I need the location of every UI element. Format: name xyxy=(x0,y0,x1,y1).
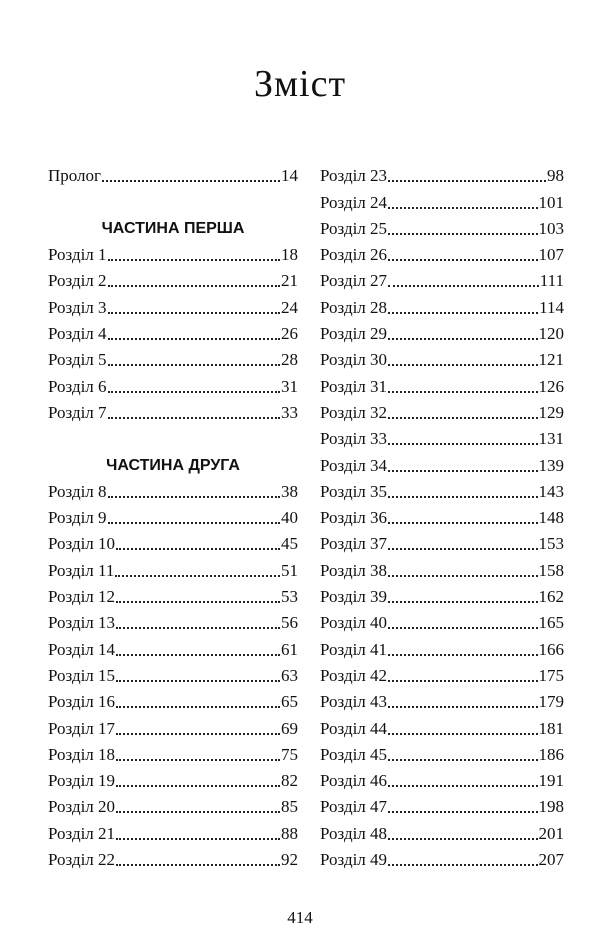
toc-entry-page: 198 xyxy=(538,797,564,817)
toc-entry-label: Розділ 37 xyxy=(320,534,388,554)
right-chapters xyxy=(320,160,564,870)
toc-entry-page: 28 xyxy=(281,350,298,370)
toc-entry xyxy=(320,213,564,239)
toc-entry xyxy=(320,239,564,265)
toc-entry-label: Розділ 28 xyxy=(320,297,388,317)
toc-entry xyxy=(320,186,564,212)
dot-leader xyxy=(388,363,537,366)
toc-entry-page: 65 xyxy=(281,692,298,712)
toc-entry xyxy=(320,712,564,738)
dot-leader xyxy=(388,600,537,603)
dot-leader xyxy=(108,495,280,498)
toc-entry-page: 148 xyxy=(538,508,564,528)
toc-entry-page: 85 xyxy=(281,797,298,817)
toc-entry-page: 129 xyxy=(538,402,564,422)
toc-entry-page: 61 xyxy=(281,639,298,659)
toc-entry-label: Розділ 7 xyxy=(48,402,107,422)
dot-leader xyxy=(388,837,537,840)
toc-entry xyxy=(320,528,564,554)
toc-entry xyxy=(48,344,298,370)
toc-entry-page: 111 xyxy=(539,271,564,291)
toc-entry-label: Розділ 23 xyxy=(320,166,388,186)
dot-leader xyxy=(108,416,280,419)
toc-entry-page: 103 xyxy=(538,218,564,238)
toc-entry-label: Розділ 16 xyxy=(48,692,116,712)
toc-entry xyxy=(48,791,298,817)
toc-entry xyxy=(320,291,564,317)
toc-entry-page: 165 xyxy=(538,613,564,633)
toc-entry-label: Розділ 19 xyxy=(48,771,116,791)
dot-leader xyxy=(388,416,537,419)
toc-entry xyxy=(320,765,564,791)
toc-entry-page: 51 xyxy=(281,560,298,580)
dot-leader xyxy=(116,784,280,787)
toc-entry-label: Розділ 2 xyxy=(48,271,107,291)
toc-entry xyxy=(48,318,298,344)
toc-entry-label: Розділ 8 xyxy=(48,481,107,501)
toc-entry-label: Розділ 21 xyxy=(48,823,116,843)
toc-entry-page: 181 xyxy=(538,718,564,738)
toc-entry-label: Розділ 32 xyxy=(320,402,388,422)
toc-entry-page: 101 xyxy=(538,192,564,212)
toc-entry xyxy=(48,607,298,633)
toc-entry-page: 126 xyxy=(538,376,564,396)
toc-entry-label: Пролог xyxy=(48,166,102,186)
toc-entry-page: 98 xyxy=(547,166,564,186)
toc-entry-label: Розділ 25 xyxy=(320,218,388,238)
dot-leader xyxy=(388,284,539,287)
toc-entry xyxy=(48,633,298,659)
toc-left-column xyxy=(48,160,298,870)
toc-entry-page: 75 xyxy=(281,744,298,764)
dot-leader xyxy=(116,547,280,550)
dot-leader xyxy=(108,363,280,366)
toc-entry xyxy=(320,791,564,817)
dot-leader xyxy=(388,521,537,524)
toc-entry-label: Розділ 40 xyxy=(320,613,388,633)
toc-entry-label: Розділ 46 xyxy=(320,771,388,791)
dot-leader xyxy=(388,653,537,656)
toc-entry-label: Розділ 3 xyxy=(48,297,107,317)
toc-entry-page: 121 xyxy=(538,350,564,370)
toc-entry-page: 33 xyxy=(281,402,298,422)
toc-entry-page: 31 xyxy=(281,376,298,396)
toc-entry-page: 191 xyxy=(538,771,564,791)
dot-leader xyxy=(116,679,280,682)
toc-entry xyxy=(320,502,564,528)
toc-entry xyxy=(320,739,564,765)
dot-leader xyxy=(388,442,537,445)
toc-entry xyxy=(320,686,564,712)
dot-leader xyxy=(388,311,538,314)
toc-entry-prologue xyxy=(48,160,298,186)
toc-entry-page: 162 xyxy=(538,587,564,607)
toc-entry xyxy=(320,397,564,423)
toc-entry-page: 158 xyxy=(538,560,564,580)
toc-entry xyxy=(48,712,298,738)
dot-leader xyxy=(116,863,280,866)
toc-entry-page: 63 xyxy=(281,665,298,685)
dot-leader xyxy=(388,679,537,682)
toc-entry-page: 139 xyxy=(538,455,564,475)
toc-entry xyxy=(320,660,564,686)
toc-entry-label: Розділ 20 xyxy=(48,797,116,817)
toc-entry xyxy=(320,817,564,843)
toc-entry xyxy=(320,476,564,502)
toc-entry-label: Розділ 17 xyxy=(48,718,116,738)
toc-entry-label: Розділ 47 xyxy=(320,797,388,817)
dot-leader xyxy=(115,574,280,577)
toc-entry-label: Розділ 14 xyxy=(48,639,116,659)
toc-entry-page: 114 xyxy=(539,297,564,317)
toc-entry xyxy=(320,370,564,396)
dot-leader xyxy=(108,390,280,393)
toc-entry xyxy=(320,554,564,580)
toc-entry-page: 82 xyxy=(281,771,298,791)
toc-entry-page: 107 xyxy=(538,245,564,265)
dot-leader xyxy=(388,258,537,261)
toc-entry-page: 153 xyxy=(538,534,564,554)
toc-entry xyxy=(320,633,564,659)
toc-entry-label: Розділ 33 xyxy=(320,429,388,449)
toc-entry xyxy=(48,370,298,396)
toc-entry-label: Розділ 44 xyxy=(320,718,388,738)
dot-leader xyxy=(388,626,537,629)
part-one-chapters xyxy=(48,239,298,423)
toc-entry-label: Розділ 42 xyxy=(320,665,388,685)
toc-entry xyxy=(48,397,298,423)
toc-entry-label: Розділ 27 xyxy=(320,271,388,291)
toc-entry-label: Розділ 38 xyxy=(320,560,388,580)
toc-entry xyxy=(48,291,298,317)
toc-entry-label: Розділ 39 xyxy=(320,587,388,607)
dot-leader xyxy=(108,337,280,340)
dot-leader xyxy=(388,863,537,866)
toc-entry-label: Розділ 30 xyxy=(320,350,388,370)
dot-leader xyxy=(116,810,280,813)
toc-entry xyxy=(320,265,564,291)
dot-leader xyxy=(108,258,280,261)
toc-right-column xyxy=(320,160,564,870)
dot-leader xyxy=(388,758,537,761)
toc-entry-label: Розділ 12 xyxy=(48,587,116,607)
toc-entry xyxy=(48,476,298,502)
dot-leader xyxy=(388,732,537,735)
toc-entry-page: 88 xyxy=(281,823,298,843)
toc-entry xyxy=(48,765,298,791)
toc-entry-page: 186 xyxy=(538,744,564,764)
toc-entry-label: Розділ 5 xyxy=(48,350,107,370)
toc-entry-label: Розділ 49 xyxy=(320,850,388,870)
toc-entry-label: Розділ 6 xyxy=(48,376,107,396)
toc-entry xyxy=(48,239,298,265)
toc-entry xyxy=(48,528,298,554)
toc-entry-page: 179 xyxy=(538,692,564,712)
dot-leader xyxy=(388,337,537,340)
toc-entry-page: 207 xyxy=(538,850,564,870)
toc-entry-label: Розділ 22 xyxy=(48,850,116,870)
dot-leader xyxy=(388,547,537,550)
dot-leader xyxy=(116,732,280,735)
dot-leader xyxy=(102,179,280,182)
toc-entry-page: 26 xyxy=(281,324,298,344)
toc-entry xyxy=(320,318,564,344)
dot-leader xyxy=(388,574,537,577)
toc-entry xyxy=(48,660,298,686)
toc-entry xyxy=(48,581,298,607)
toc-entry xyxy=(48,502,298,528)
toc-entry-label: Розділ 13 xyxy=(48,613,116,633)
toc-entry xyxy=(48,554,298,580)
dot-leader xyxy=(388,179,546,182)
toc-entry xyxy=(320,844,564,870)
toc-entry xyxy=(320,160,564,186)
toc-entry-label: Розділ 35 xyxy=(320,481,388,501)
toc-entry-page: 120 xyxy=(538,324,564,344)
dot-leader xyxy=(116,758,280,761)
toc-entry xyxy=(48,844,298,870)
page-number: 414 xyxy=(287,908,313,927)
toc-entry-page: 143 xyxy=(538,481,564,501)
part-two-heading: ЧАСТИНА ДРУГА xyxy=(106,456,240,474)
dot-leader xyxy=(116,626,280,629)
dot-leader xyxy=(388,469,537,472)
spacer xyxy=(48,423,298,449)
dot-leader xyxy=(116,837,280,840)
toc-entry xyxy=(320,581,564,607)
page-title: Зміст xyxy=(253,63,347,105)
toc-entry xyxy=(320,344,564,370)
toc-entry-page: 53 xyxy=(281,587,298,607)
toc-entry-label: Розділ 26 xyxy=(320,245,388,265)
toc-entry-page: 21 xyxy=(281,271,298,291)
dot-leader xyxy=(388,390,537,393)
toc-entry-label: Розділ 45 xyxy=(320,744,388,764)
dot-leader xyxy=(388,705,537,708)
toc-entry-page: 131 xyxy=(538,429,564,449)
toc-entry-label: Розділ 34 xyxy=(320,455,388,475)
dot-leader xyxy=(108,311,280,314)
toc-entry xyxy=(320,607,564,633)
part-two-chapters xyxy=(48,476,298,870)
dot-leader xyxy=(116,705,280,708)
toc-entry-label: Розділ 18 xyxy=(48,744,116,764)
dot-leader xyxy=(388,232,537,235)
toc-entry-label: Розділ 48 xyxy=(320,823,388,843)
toc-entry-label: Розділ 41 xyxy=(320,639,388,659)
toc-entry xyxy=(48,739,298,765)
toc-entry-page: 40 xyxy=(281,508,298,528)
toc-entry-page: 92 xyxy=(281,850,298,870)
toc-entry-label: Розділ 24 xyxy=(320,192,388,212)
toc-entry-label: Розділ 43 xyxy=(320,692,388,712)
toc-entry-page: 69 xyxy=(281,718,298,738)
toc-entry-label: Розділ 4 xyxy=(48,324,107,344)
toc-entry-page: 201 xyxy=(538,823,564,843)
toc-entry xyxy=(48,817,298,843)
toc-entry-label: Розділ 29 xyxy=(320,324,388,344)
toc-entry-page: 24 xyxy=(281,297,298,317)
toc-entry xyxy=(320,423,564,449)
toc-entry-page: 166 xyxy=(538,639,564,659)
toc-entry-label: Розділ 36 xyxy=(320,508,388,528)
part-one-heading: ЧАСТИНА ПЕРША xyxy=(101,219,245,237)
toc-entry-label: Розділ 1 xyxy=(48,245,107,265)
dot-leader xyxy=(108,284,280,287)
toc-entry-page: 18 xyxy=(281,245,298,265)
dot-leader xyxy=(108,521,280,524)
toc-entry-label: Розділ 11 xyxy=(48,560,115,580)
toc-entry-page: 14 xyxy=(281,166,298,186)
toc-entry-page: 175 xyxy=(538,665,564,685)
toc-entry xyxy=(320,449,564,475)
toc-entry-label: Розділ 31 xyxy=(320,376,388,396)
spacer xyxy=(48,186,298,212)
dot-leader xyxy=(116,653,280,656)
toc-entry xyxy=(48,265,298,291)
toc-entry-label: Розділ 15 xyxy=(48,665,116,685)
dot-leader xyxy=(388,495,537,498)
toc-entry-page: 56 xyxy=(281,613,298,633)
toc-entry xyxy=(48,686,298,712)
dot-leader xyxy=(388,206,537,209)
dot-leader xyxy=(388,784,537,787)
toc-entry-page: 45 xyxy=(281,534,298,554)
dot-leader xyxy=(116,600,280,603)
toc-entry-label: Розділ 10 xyxy=(48,534,116,554)
toc-entry-label: Розділ 9 xyxy=(48,508,107,528)
dot-leader xyxy=(388,810,537,813)
toc-entry-page: 38 xyxy=(281,481,298,501)
